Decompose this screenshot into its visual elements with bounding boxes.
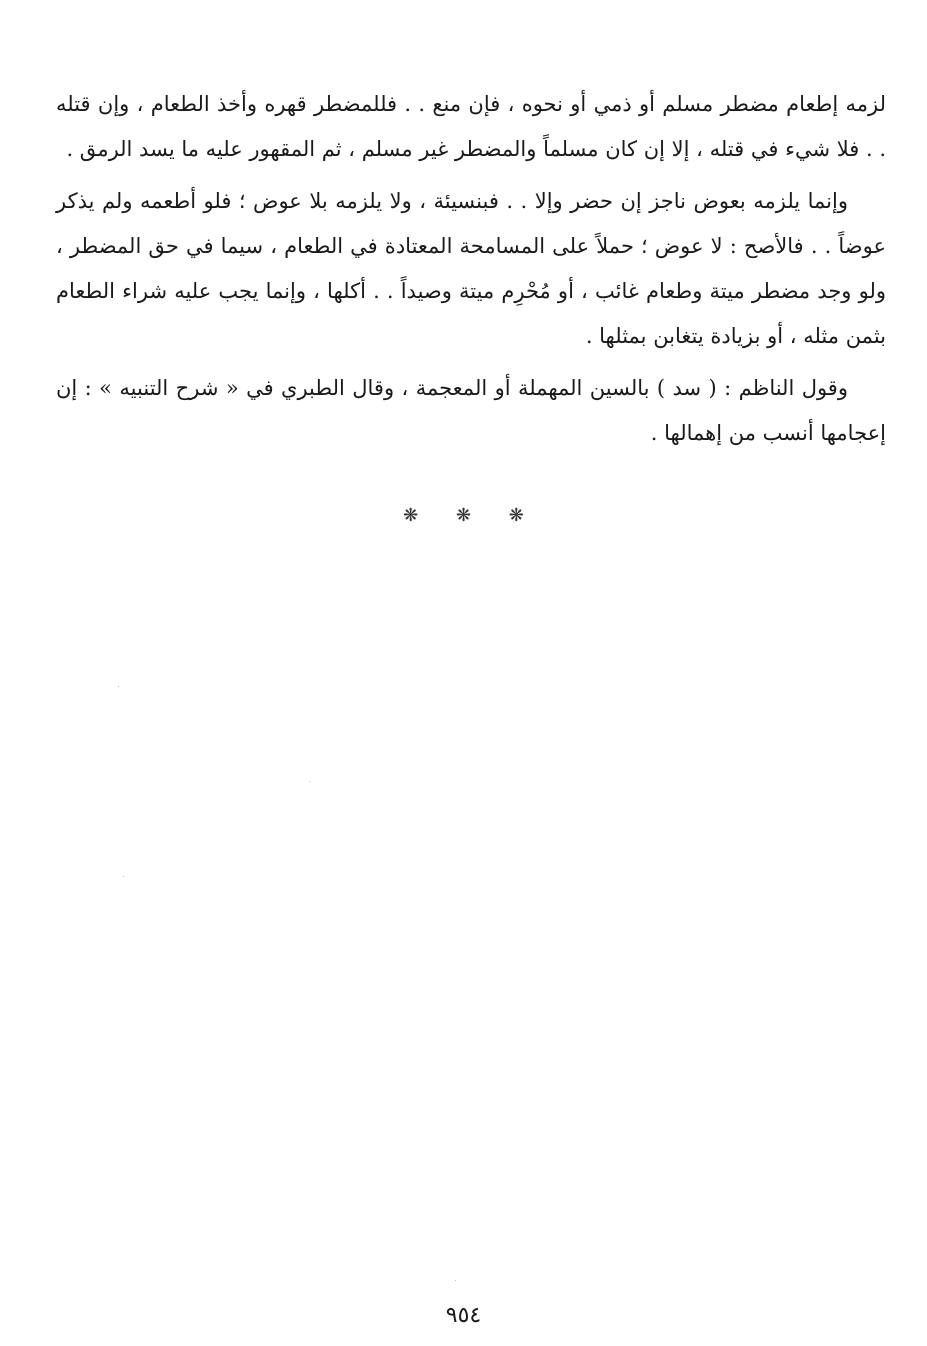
scan-speck xyxy=(123,876,124,877)
scan-speck xyxy=(118,686,119,687)
separator-star-icon: ❋ xyxy=(508,505,524,526)
page-number: ٩٥٤ xyxy=(445,1303,482,1328)
separator-star-icon: ❋ xyxy=(455,505,472,526)
section-separator xyxy=(0,505,927,526)
scan-speck xyxy=(455,1280,456,1281)
body-text xyxy=(56,82,886,463)
paragraph-1: لزمه إطعام مضطر مسلم أو ذمي أو نحوه ، فإن منع . . فللمضطر قهره وأخذ الطعام ، وإن قتله . . فلا شيء في قتله ، إلا إن كان مسلماً والمضطر غير مسلم ، ثم المقهور عليه ما يسد الرمق . xyxy=(56,92,886,161)
separator-star-icon: ❋ xyxy=(403,505,419,526)
scan-speck xyxy=(309,781,310,782)
paragraph-3: وقول الناظم : ( سد ) بالسين المهملة أو المعجمة ، وقال الطبري في « شرح التنبيه » : إن إعجامها أنسب من إهمالها . xyxy=(56,376,886,445)
paragraph-2: وإنما يلزمه بعوض ناجز إن حضر وإلا . . فبنسيئة ، ولا يلزمه بلا عوض ؛ فلو أطعمه ولم يذكر عوضاً . . فالأصح : لا عوض ؛ حملاً على المسامحة المعتادة في الطعام ، سيما في حق المضطر ، ولو وجد مضطر ميتة وطعام غائب ، أو مُحْرِم ميتة وصيداً . . أكلها ، وإنما يجب عليه شراء الطعام بثمن مثله ، أو بزيادة يتغابن بمثلها . xyxy=(56,189,886,348)
